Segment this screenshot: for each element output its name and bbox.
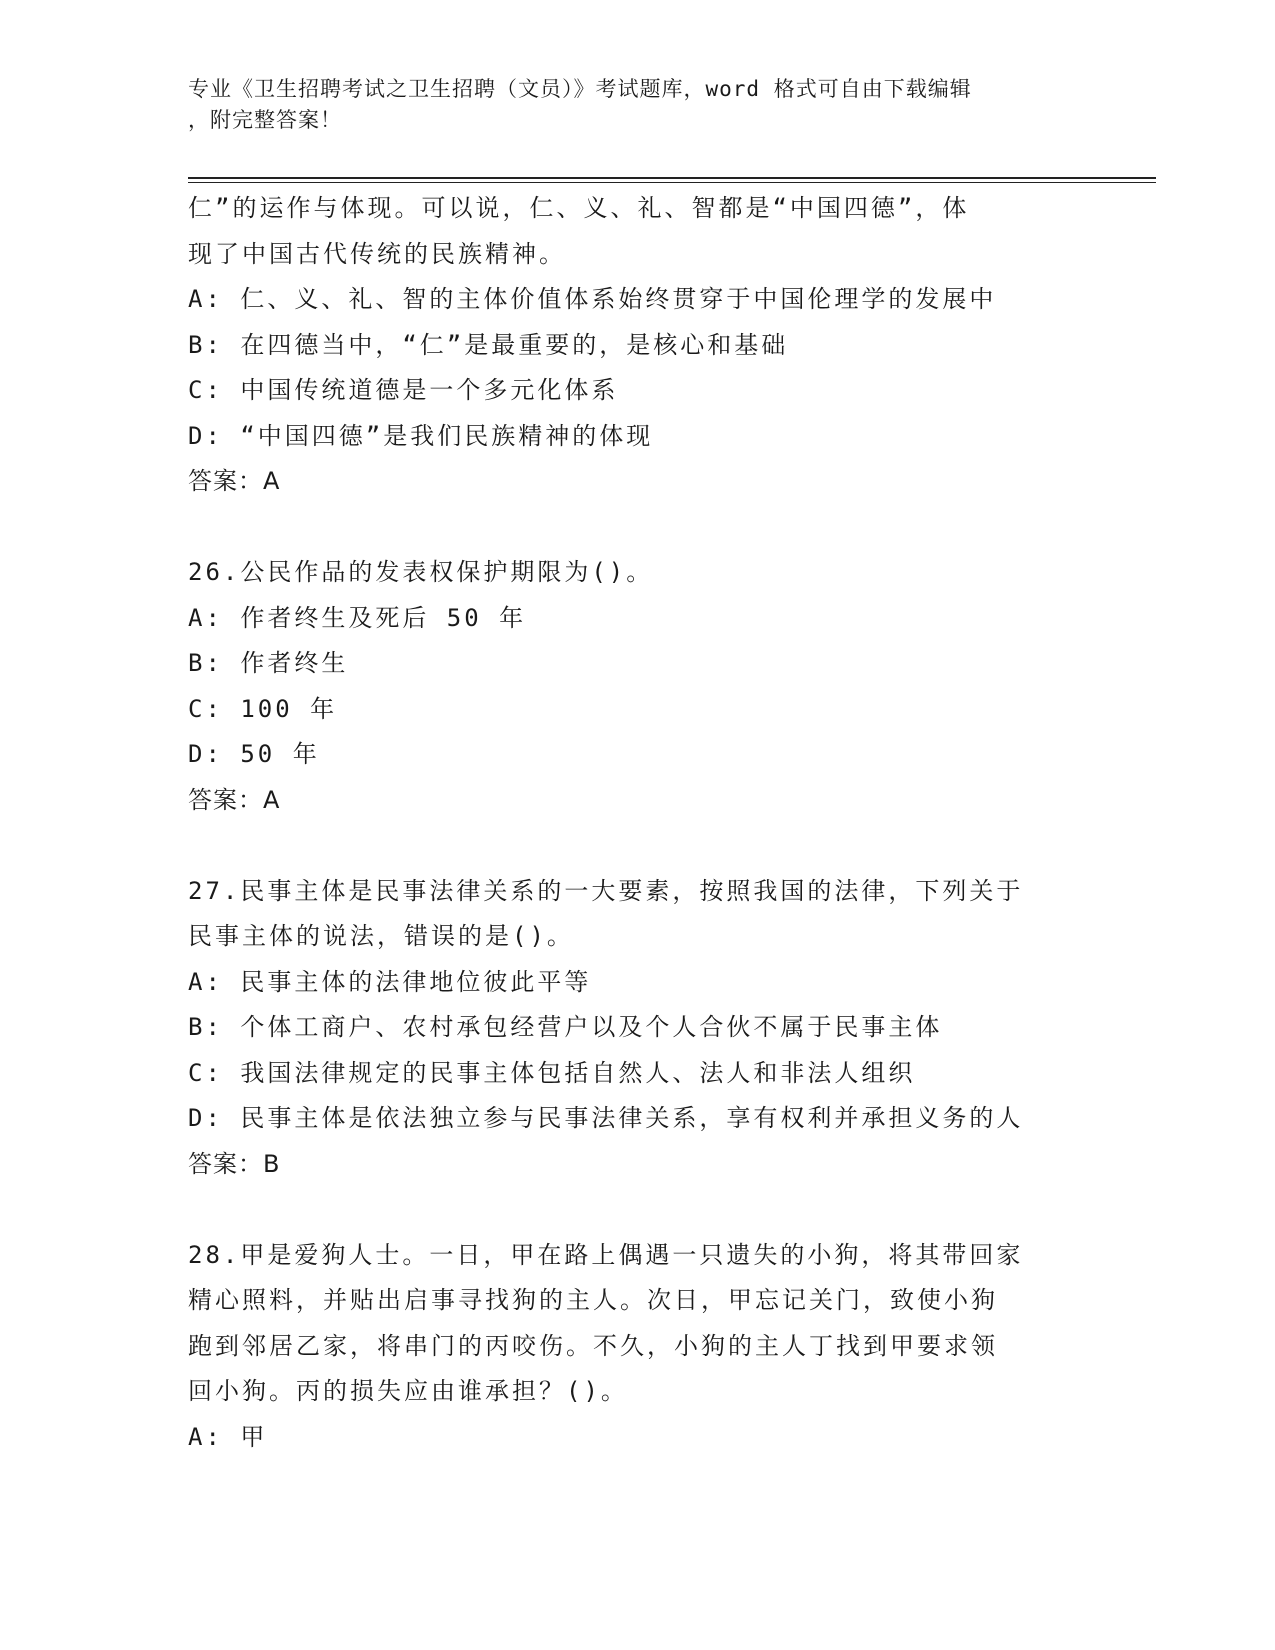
question-25 xyxy=(188,186,1088,505)
answer: 答案：A xyxy=(188,785,281,814)
option-c: C: 100 年 xyxy=(188,694,338,723)
option-a: A: 作者终生及死后 50 年 xyxy=(188,603,527,632)
spacer xyxy=(188,1187,1088,1233)
question-stem-line: 跑到邻居乙家，将串门的丙咬伤。不久，小狗的主人丁找到甲要求领 xyxy=(188,1331,998,1360)
document-body xyxy=(188,186,1088,1460)
option-b: B: 作者终生 xyxy=(188,649,349,677)
header-line-1: 专业《卫生招聘考试之卫生招聘（文员）》考试题库，word 格式可自由下载编辑 xyxy=(188,77,972,101)
question-28 xyxy=(188,1233,1088,1461)
spacer xyxy=(188,823,1088,869)
header-line-2: ，附完整答案！ xyxy=(188,108,342,132)
answer: 答案：A xyxy=(188,467,281,495)
option-d: D: “中国四德”是我们民族精神的体现 xyxy=(188,421,654,450)
question-stem-line: 28.甲是爱狗人士。一日，甲在路上偶遇一只遗失的小狗，将其带回家 xyxy=(188,1240,1024,1269)
question-stem-line: 回小狗。丙的损失应由谁承担？()。 xyxy=(188,1377,628,1405)
question-stem-line: 民事主体的说法，错误的是()。 xyxy=(188,922,574,950)
option-b: B: 个体工商户、农村承包经营户以及个人合伙不属于民事主体 xyxy=(188,1013,943,1041)
answer: 答案：B xyxy=(188,1149,281,1178)
question-27 xyxy=(188,869,1088,1188)
option-a: A: 仁、义、礼、智的主体价值体系始终贯穿于中国伦理学的发展中 xyxy=(188,285,997,313)
question-stem-line: 27.民事主体是民事法律关系的一大要素，按照我国的法律，下列关于 xyxy=(188,876,1024,905)
page-header xyxy=(188,74,1068,136)
option-a: A: 民事主体的法律地位彼此平等 xyxy=(188,967,592,996)
question-stem: 26.公民作品的发表权保护期限为()。 xyxy=(188,558,654,586)
header-divider xyxy=(188,177,1156,183)
option-d: D: 50 年 xyxy=(188,740,320,768)
question-stem-line: 精心照料，并贴出启事寻找狗的主人。次日，甲忘记关门，致使小狗 xyxy=(188,1286,998,1314)
question-26 xyxy=(188,550,1088,823)
spacer xyxy=(188,505,1088,551)
option-c: C: 中国传统道德是一个多元化体系 xyxy=(188,376,619,404)
question-stem-line: 现了中国古代传统的民族精神。 xyxy=(188,239,566,268)
option-b: B: 在四德当中，“仁”是最重要的，是核心和基础 xyxy=(188,330,789,359)
option-d: D: 民事主体是依法独立参与民事法律关系，享有权利并承担义务的人 xyxy=(188,1104,1024,1132)
option-c: C: 我国法律规定的民事主体包括自然人、法人和非法人组织 xyxy=(188,1058,916,1087)
option-a: A: 甲 xyxy=(188,1422,268,1451)
question-stem-line: 仁”的运作与体现。可以说，仁、义、礼、智都是“中国四德”，体 xyxy=(188,194,970,222)
